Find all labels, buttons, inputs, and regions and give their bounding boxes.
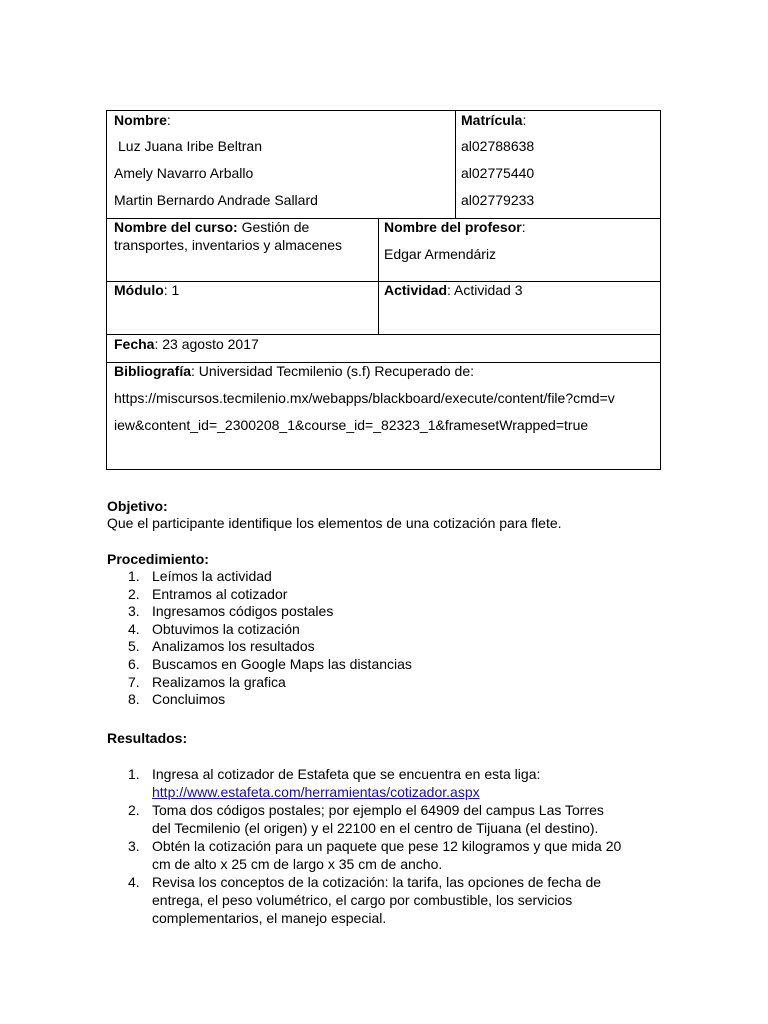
student-name-1: Luz Juana Iribe Beltran: [118, 138, 262, 154]
procedimiento-list: [107, 568, 412, 709]
list-item: 3. Obtén la cotización para un paquete que pese 12 kilogramos y que mida 20 cm de alto x 25 cm de largo x 35 cm de ancho.: [107, 837, 667, 873]
list-item: 8. Concluimos: [128, 691, 226, 708]
list-item: 2. Entramos al cotizador: [128, 585, 288, 602]
actividad-field: Actividad: Actividad 3: [384, 282, 523, 298]
profesor-heading: Nombre del profesor:: [384, 219, 526, 235]
resultados-item2-line2: del Tecmilenio (el origen) y el 22100 en el centro de Tijuana (el destino).: [152, 820, 599, 836]
list-item: 7. Realizamos la grafica: [128, 673, 286, 690]
resultados-item4-line2: entrega, el peso volumétrico, el cargo por combustible, los servicios: [152, 892, 573, 908]
resultados-item1-text: Ingresa al cotizador de Estafeta que se encuentra en esta liga:: [152, 766, 541, 782]
list-item: 6. Buscamos en Google Maps las distancias: [128, 655, 412, 672]
profesor-value: Edgar Armendáriz: [384, 246, 497, 262]
fecha-field: Fecha: 23 agosto 2017: [114, 336, 259, 352]
student-id-3: al02779233: [461, 192, 535, 208]
list-item: 1. Leímos la actividad: [128, 568, 272, 584]
objetivo-text: Que el participante identifique los elementos de una cotización para flete.: [107, 515, 562, 531]
list-item: 5. Analizamos los resultados: [128, 638, 315, 655]
list-item: 1. Ingresa al cotizador de Estafeta que se encuentra en esta liga: http://www.estafeta.com/herramientas/cotizador.aspx: [107, 765, 667, 801]
list-item: 4. Obtuvimos la cotización: [128, 620, 300, 637]
table-divider-v1: [455, 111, 456, 218]
list-item: 3. Ingresamos códigos postales: [128, 603, 334, 620]
matricula-heading: Matrícula:: [461, 112, 527, 128]
resultados-item4-line3: complementarios, el manejo especial.: [152, 910, 387, 926]
bibliografia-url-line1: https://miscursos.tecmilenio.mx/webapps/blackboard/execute/content/file?cmd=v: [114, 390, 615, 406]
curso-value-line2: transportes, inventarios y almacenes: [114, 237, 342, 253]
resultados-item3-line1: Obtén la cotización para un paquete que pese 12 kilogramos y que mida 20: [152, 838, 622, 854]
resultados-item3-line2: cm de alto x 25 cm de largo x 35 cm de ancho.: [152, 856, 443, 872]
list-item: 2. Toma dos códigos postales; por ejemplo el 64909 del campus Las Torres del Tecmilenio (el origen) y el 22100 en el centro de Tijuana (el destino).: [107, 801, 667, 837]
header-table: [106, 110, 661, 470]
modulo-field: Módulo: 1: [114, 282, 180, 298]
resultados-list: [107, 765, 667, 927]
list-item: 4. Revisa los conceptos de la cotización: la tarifa, las opciones de fecha de entrega, el peso volumétrico, el cargo por combustible, los servicios complementarios, el manejo especial.: [107, 873, 667, 927]
cotizador-link[interactable]: http://www.estafeta.com/herramientas/cotizador.aspx: [152, 784, 480, 800]
student-id-1: al02788638: [461, 138, 535, 154]
nombre-heading: Nombre:: [114, 112, 171, 128]
objetivo-title: Objetivo:: [107, 498, 168, 514]
resultados-item4-line1: Revisa los conceptos de la cotización: la tarifa, las opciones de fecha de: [152, 874, 602, 890]
procedimiento-title: Procedimiento:: [107, 551, 209, 567]
table-divider-v2: [378, 218, 379, 334]
curso-field: Nombre del curso: Gestión de: [114, 219, 310, 235]
student-name-2: Amely Navarro Arballo: [114, 165, 254, 181]
student-name-3: Martin Bernardo Andrade Sallard: [114, 192, 318, 208]
resultados-item2-line1: Toma dos códigos postales; por ejemplo el 64909 del campus Las Torres: [152, 802, 604, 818]
student-id-2: al02775440: [461, 165, 535, 181]
bibliografia-url-line2: iew&content_id=_2300208_1&course_id=_82323_1&framesetWrapped=true: [114, 417, 589, 433]
resultados-title: Resultados:: [107, 730, 188, 746]
bibliografia-field: Bibliografía: Universidad Tecmilenio (s.f) Recuperado de:: [114, 363, 475, 379]
